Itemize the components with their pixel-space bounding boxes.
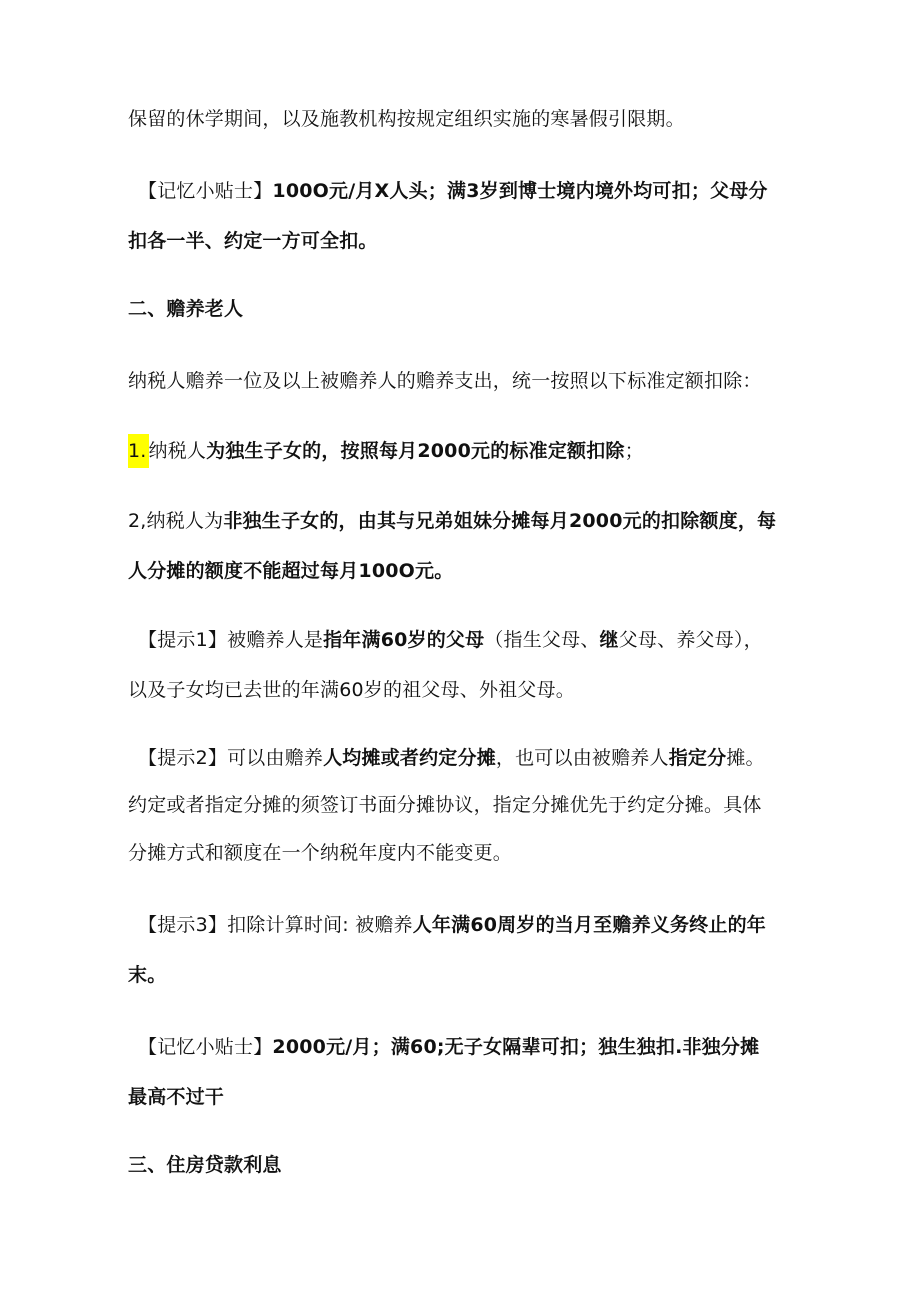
bold-text: 为独生子女的，按照每月2000元的标准定额扣除 bbox=[206, 440, 625, 462]
bold-text: 末。 bbox=[128, 964, 167, 986]
bold-text: 指年满60岁的父母 bbox=[323, 629, 485, 651]
memory-tip-line bbox=[128, 1084, 224, 1110]
list-item-line bbox=[128, 558, 453, 584]
bold-text: 非独生子女的，由其与兄弟姐妹分摊每月2000元的扣除额度，每 bbox=[223, 510, 777, 532]
text: 约定或者指定分摊的须签订书面分摊协议，指定分摊优先于约定分摊。具体 bbox=[128, 794, 762, 816]
text: 保留的休学期间，以及施教机构按规定组织实施的寒暑假引限期。 bbox=[128, 108, 685, 130]
section-heading bbox=[128, 1152, 282, 1178]
highlighted-number: 1. bbox=[128, 434, 149, 468]
bold-text: 100O元/月X人头；满3岁到博士境内境外均可扣；父母分 bbox=[272, 180, 768, 202]
text: 纳税人 bbox=[148, 440, 207, 462]
bold-text: 继 bbox=[599, 629, 619, 651]
list-item bbox=[128, 508, 776, 534]
text: 父母、养父母）， bbox=[618, 629, 763, 651]
bold-text: 指定分 bbox=[668, 747, 727, 769]
text: 以及子女均已去世的年满60岁的祖父母、外祖父母。 bbox=[128, 679, 575, 701]
paragraph-line bbox=[128, 106, 685, 132]
hint-line bbox=[138, 627, 763, 653]
bold-text: 最高不过干 bbox=[128, 1086, 225, 1108]
heading-text: 二、赡养老人 bbox=[128, 298, 244, 320]
text: 【提示3】扣除计算时间: 被赡养 bbox=[138, 914, 413, 936]
text: ； bbox=[624, 440, 644, 462]
text: 2, bbox=[128, 510, 147, 532]
hint-line bbox=[128, 962, 166, 988]
bold-text: 扣各一半、约定一方可全扣。 bbox=[128, 230, 378, 252]
text: 分摊方式和额度在一个纳税年度内不能变更。 bbox=[128, 842, 513, 864]
hint-line bbox=[128, 677, 575, 703]
bold-text: 人年满60周岁的当月至赡养义务终止的年 bbox=[412, 914, 766, 936]
memory-tip-line bbox=[138, 178, 768, 204]
list-item bbox=[128, 438, 644, 464]
section-heading bbox=[128, 296, 243, 322]
text: 摊。 bbox=[726, 747, 765, 769]
hint-line bbox=[138, 912, 766, 938]
heading-text: 三、住房贷款利息 bbox=[128, 1154, 282, 1176]
hint-line bbox=[128, 792, 762, 818]
bold-text: 人均摊或者约定分摊 bbox=[323, 747, 496, 769]
bold-text: 2000元/月；满60;无子女隔辈可扣；独生独扣.非独分摊 bbox=[272, 1036, 760, 1058]
text: 纳税人为 bbox=[146, 510, 224, 532]
paragraph-line bbox=[128, 368, 762, 394]
memory-tip-line bbox=[128, 228, 378, 254]
text: 【记忆小贴士】 bbox=[138, 180, 273, 202]
hint-line bbox=[128, 840, 512, 866]
bold-text: 人分摊的额度不能超过每月100O元。 bbox=[128, 560, 454, 582]
text: 纳税人赡养一位及以上被赡养人的赡养支出，统一按照以下标准定额扣除： bbox=[128, 370, 762, 392]
text: 【记忆小贴士】 bbox=[138, 1036, 273, 1058]
text: ，也可以由被赡养人 bbox=[495, 747, 669, 769]
text: 【提示2】可以由赡养 bbox=[138, 747, 324, 769]
hint-line bbox=[138, 745, 765, 771]
text: 【提示1】被赡养人是 bbox=[138, 629, 324, 651]
text: （指生父母、 bbox=[484, 629, 600, 651]
memory-tip-line bbox=[138, 1034, 759, 1060]
